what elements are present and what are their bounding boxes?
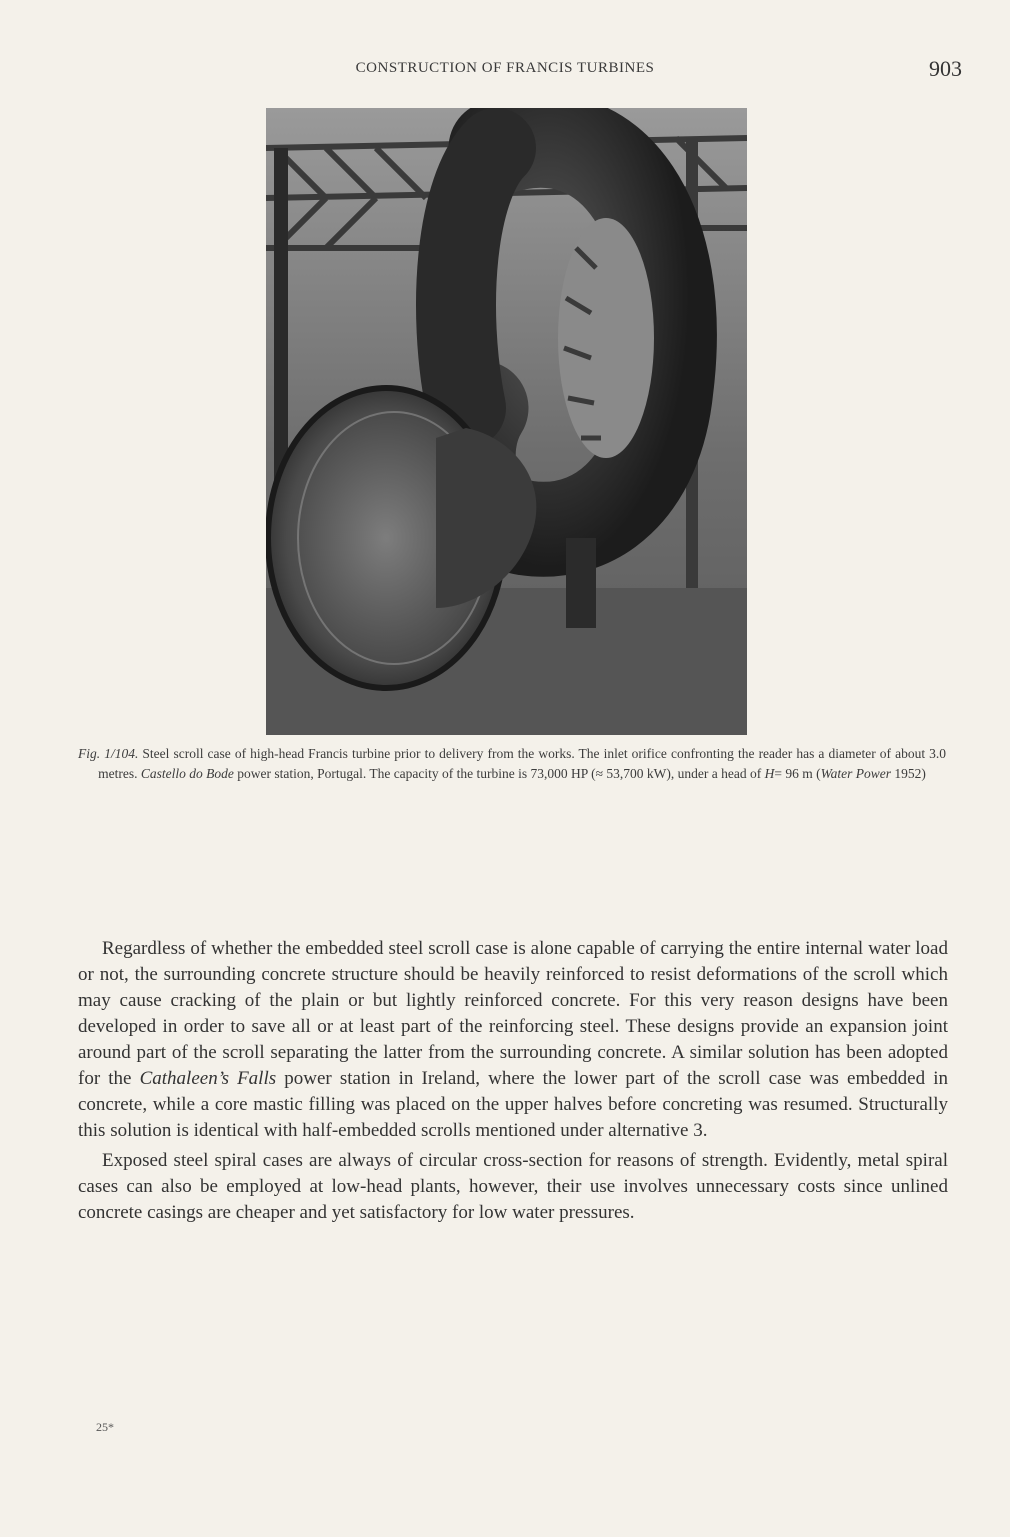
paragraph-1-station-name: Cathaleen’s Falls xyxy=(139,1068,277,1089)
figure-caption xyxy=(78,744,946,784)
signature-mark: 25* xyxy=(96,1420,114,1434)
paragraph xyxy=(78,1148,948,1226)
scroll-pipe-upper xyxy=(456,148,496,408)
running-head: CONSTRUCTION OF FRANCIS TURBINES xyxy=(355,60,655,76)
paragraph-2-text: Exposed steel spiral cases are always of circular cross-section for reasons of strength. Evidently, metal spiral cases can also be employed at low-head plants, however, their use involves unnecessary costs since unlined concrete casings are cheaper and yet satisfactory for low water pressures. xyxy=(78,1150,948,1223)
paragraph-1-text-a: Regardless of whether the embedded steel scroll case is alone capable of carrying the entire internal water load or not, the surrounding concrete structure should be heavily reinforced to resist deformations of the scroll which may cause cracking of the plain or but lightly reinforced concrete. For this very reason designs have been developed in order to save all or at least part of the reinforcing steel. These designs provide an expansion joint around part of the scroll separating the latter from the surrounding concrete. A similar solution has been adopted for the xyxy=(78,938,948,1089)
caption-head-variable: H xyxy=(764,766,775,781)
caption-text-2: power station, Portugal. The capacity of the turbine is 73,000 HP (≈ 53,700 kW), under a head of xyxy=(237,766,762,781)
figure-label: Fig. 1/104. xyxy=(78,746,139,761)
paragraph xyxy=(78,936,948,1144)
page-number: 903 xyxy=(929,56,962,81)
stay-ring-opening xyxy=(558,218,654,458)
support-leg xyxy=(566,538,596,628)
caption-source-name: Water Power xyxy=(820,766,892,781)
figure-photo-scroll-case xyxy=(266,108,747,735)
body-text xyxy=(78,936,948,1226)
paragraph-1-text-b: power station in Ireland, where the lower part of the scroll case was embedded in concrete, while a core mastic filling was placed on the upper halves before concreting was resumed. Structurally this solution is identical with half-embedded scrolls mentioned under alternative 3. xyxy=(78,1068,949,1141)
scroll-case-photo xyxy=(266,108,747,735)
caption-text-3: = 96 m ( xyxy=(774,766,821,781)
caption-text-4: 1952) xyxy=(894,766,926,781)
caption-text-1: Steel scroll case of high-head Francis turbine prior to delivery from the works. The inlet orifice confronting the reader has a diameter of about 3.0 metres. xyxy=(98,746,947,781)
caption-station-name: Castello do Bode xyxy=(140,766,234,781)
